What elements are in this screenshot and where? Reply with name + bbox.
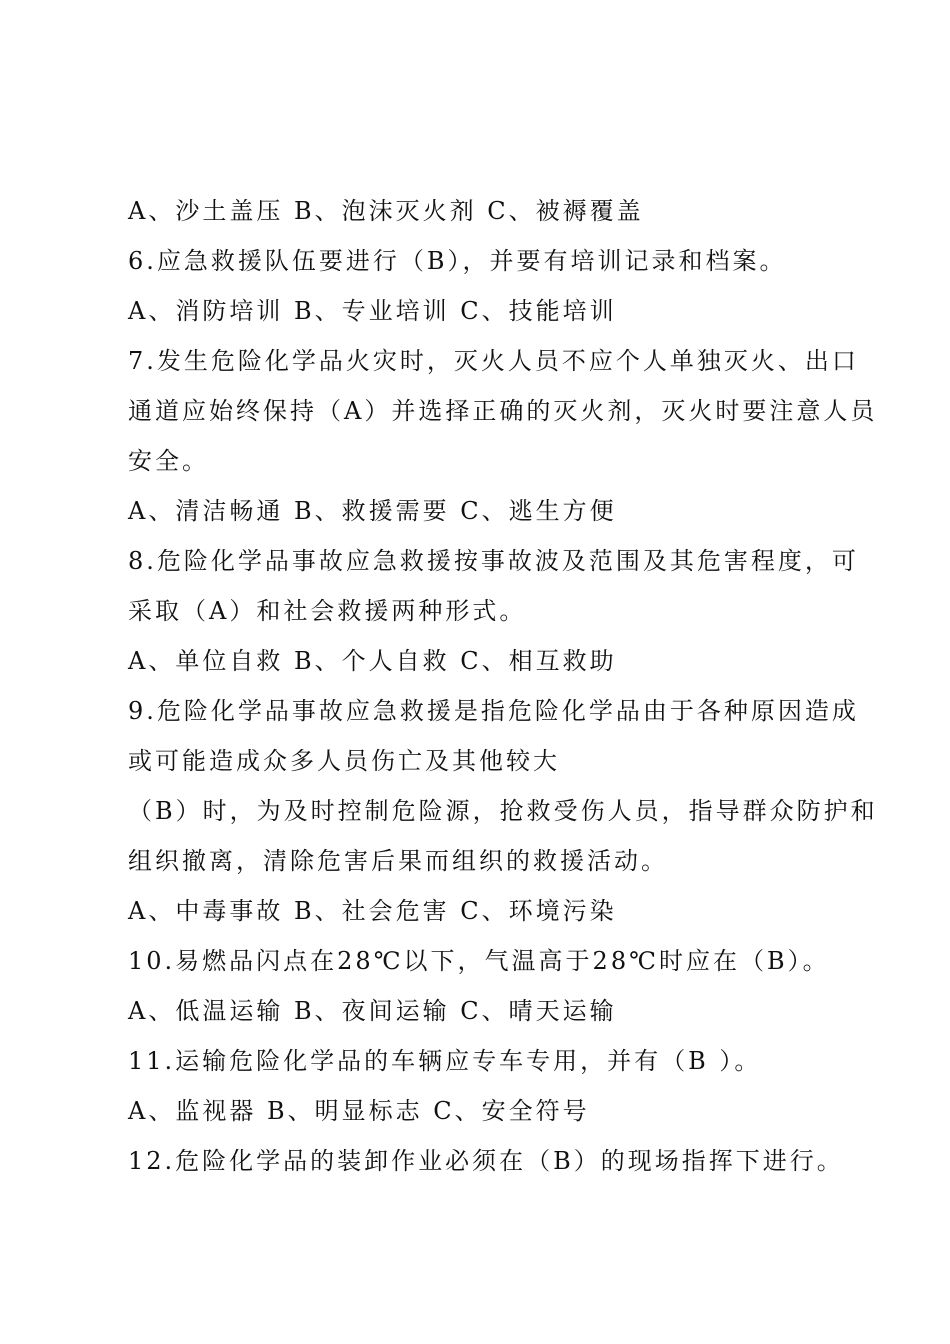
question-11: 11.运输危险化学品的车辆应专车专用，并有（B ）。 [128,1047,762,1075]
question-9-line-2: 或可能造成众多人员伤亡及其他较大 [128,747,560,775]
question-10: 10.易燃品闪点在28℃以下，气温高于28℃时应在（B）。 [128,947,830,975]
question-8-line-1: 8.危险化学品事故应急救援按事故波及范围及其危害程度，可 [128,547,859,575]
question-7-line-2: 通道应始终保持（A）并选择正确的灭火剂，灭火时要注意人员 [128,397,878,425]
question-12: 12.危险化学品的装卸作业必须在（B）的现场指挥下进行。 [128,1147,844,1175]
question-8-line-2: 采取（A）和社会救援两种形式。 [128,597,527,625]
question-6: 6.应急救援队伍要进行（B），并要有培训记录和档案。 [128,247,787,275]
answer-options-6: A、消防培训 B、专业培训 C、技能培训 [128,297,617,325]
document-body [128,186,878,1186]
answer-options-10: A、低温运输 B、夜间运输 C、晴天运输 [128,997,617,1025]
question-7-line-3: 安全。 [128,447,209,475]
answer-options-9: A、中毒事故 B、社会危害 C、环境污染 [128,897,617,925]
question-9-line-3: （B）时，为及时控制危险源，抢救受伤人员，指导群众防护和 [128,797,878,825]
answer-options-7: A、清洁畅通 B、救援需要 C、逃生方便 [128,497,617,525]
answer-options-11: A、监视器 B、明显标志 C、安全符号 [128,1097,590,1125]
answer-options-8: A、单位自救 B、个人自救 C、相互救助 [128,647,617,675]
answer-options-5: A、沙土盖压 B、泡沫灭火剂 C、被褥覆盖 [128,197,644,225]
question-9-line-1: 9.危险化学品事故应急救援是指危险化学品由于各种原因造成 [128,697,859,725]
question-9-line-4: 组织撤离，清除危害后果而组织的救援活动。 [128,847,668,875]
question-7-line-1: 7.发生危险化学品火灾时，灭火人员不应个人单独灭火、出口 [128,347,859,375]
